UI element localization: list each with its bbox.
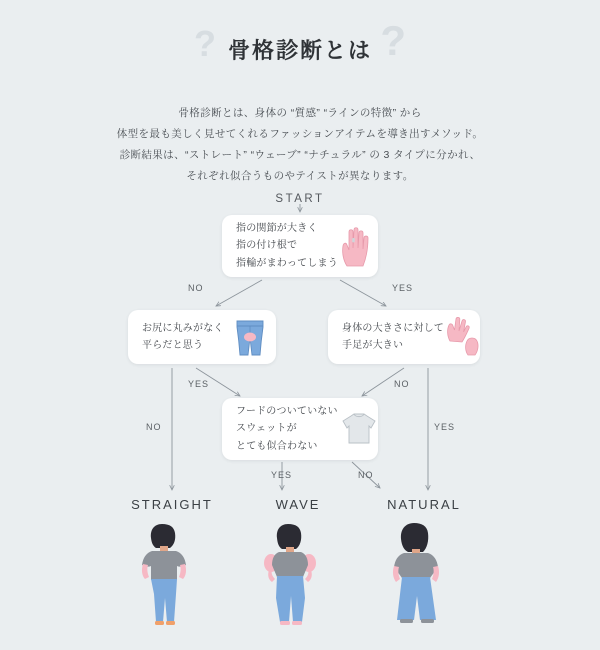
question-card-4-line-2: スウェットが: [236, 423, 297, 435]
figure-straight: [112, 520, 232, 630]
question-card-2[interactable]: [128, 310, 276, 364]
edge-label-q3-yes: YES: [434, 422, 456, 432]
question-card-1-line-2: 指の付け根で: [236, 240, 298, 252]
blue-jeans-icon: [230, 315, 270, 359]
figure-wave: [238, 520, 358, 630]
question-card-4-line-3: とても似合わない: [236, 440, 318, 452]
page-title: [0, 17, 600, 65]
question-card-3-line-1: 身体の大きさに対して: [342, 322, 444, 334]
question-card-1-line-1: 指の関節が大きく: [236, 222, 318, 234]
edge-label-q1-yes: YES: [392, 283, 414, 293]
question-card-3-line-2: 手足が大きい: [342, 340, 404, 351]
question-card-4[interactable]: [222, 398, 378, 460]
intro-line-4: それぞれ似合うものやテイストが異なります。: [186, 170, 414, 182]
result-label-straight[interactable]: STRAIGHT: [131, 497, 213, 512]
intro-paragraph: [0, 103, 600, 187]
intro-line-1: 骨格診断とは、身体の “質感” “ラインの特徴” から: [178, 107, 422, 119]
result-label-natural[interactable]: NATURAL: [387, 497, 461, 512]
page-title-text: 骨格診断とは: [227, 38, 372, 63]
question-card-3-text: [342, 320, 444, 355]
intro-line-2: 体型を最も美しく見せてくれるファッションアイテムを導き出すメソッド。: [116, 128, 484, 140]
question-card-2-line-1: お尻に丸みがなく: [142, 322, 224, 334]
question-card-4-text: [236, 403, 338, 456]
sweatshirt-icon: [338, 409, 380, 449]
figure-natural: [364, 520, 484, 630]
intro-line-3: 診断結果は、“ストレート” “ウェーブ” “ナチュラル” の 3 タイプに分かれ、: [119, 149, 481, 161]
edge-label-q4-yes: YES: [271, 470, 293, 480]
result-label-wave[interactable]: WAVE: [275, 497, 321, 512]
question-card-1-line-3: 指輪がまわってしまう: [236, 257, 338, 269]
edge-label-q3-no: NO: [394, 379, 410, 389]
edge-label-q2-yes: YES: [188, 379, 210, 389]
hand-ring-icon: [338, 224, 372, 268]
edge-label-q4-no: NO: [358, 470, 374, 480]
question-card-4-line-1: フードのついていない: [236, 405, 338, 417]
question-card-1[interactable]: [222, 215, 378, 277]
question-card-2-line-2: 平らだと思う: [142, 340, 204, 351]
edge-label-q1-no: NO: [188, 283, 204, 293]
edge-label-q2-no: NO: [146, 422, 162, 432]
hand-foot-icon: [444, 315, 484, 359]
question-mark-left-icon: ?: [193, 23, 216, 64]
question-card-2-text: [142, 320, 224, 355]
question-mark-right-icon: ?: [380, 17, 406, 64]
question-card-1-text: [236, 220, 338, 273]
flowchart-start-label: START: [275, 193, 325, 205]
question-card-3[interactable]: [328, 310, 480, 364]
